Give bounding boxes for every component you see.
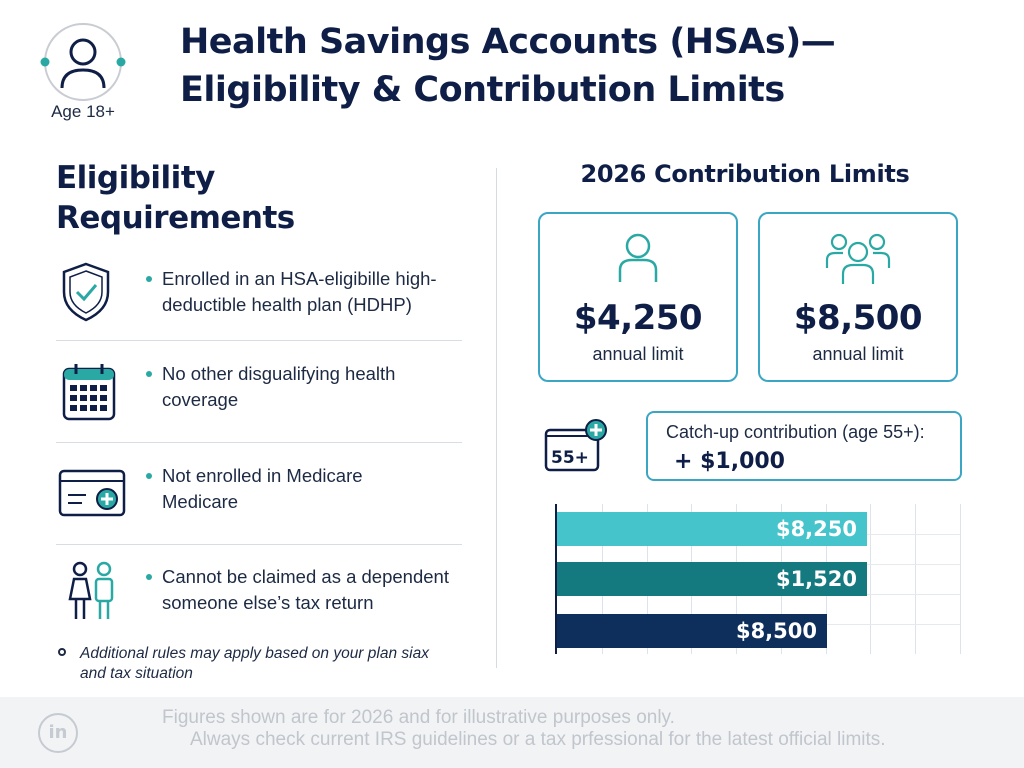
- eligibility-note: [60, 644, 480, 684]
- title-line-1: Health Savings Accounts (HSAs)—: [180, 22, 836, 62]
- footer-disclaimer-line-1: Figures shown are for 2026 and for illustrative purposes only.: [162, 707, 675, 728]
- catchup-box: [646, 411, 962, 481]
- limits-heading: 2026 Contribution Limits: [580, 160, 910, 188]
- requirement-line: deductible health plan (HDHP): [162, 294, 412, 315]
- limit-card-self: [538, 212, 738, 382]
- linkedin-logo-icon: in: [38, 713, 78, 753]
- grid-line: [915, 504, 916, 654]
- calendar-plus-icon: [544, 418, 614, 474]
- shield-check-icon: [56, 258, 136, 328]
- bullet-dot: [146, 473, 152, 479]
- person-circle-icon: [36, 18, 130, 102]
- title-line-2: Eligibility & Contribution Limits: [180, 70, 785, 110]
- note-line-1: Additional rules may apply based on your plan siax: [80, 645, 429, 662]
- requirement-item: [56, 443, 462, 545]
- grid-line: [870, 504, 871, 654]
- requirement-line: Enrolled in an HSA-eligibille high-: [162, 268, 437, 289]
- bullet-dot: [146, 574, 152, 580]
- requirement-text: [162, 463, 462, 515]
- requirement-line: No other disgualifying health: [162, 363, 396, 384]
- limit-card-family: [758, 212, 958, 382]
- column-divider: [496, 168, 497, 668]
- catchup-value: + $1,000: [674, 449, 785, 474]
- contribution-bar-chart: [540, 504, 960, 654]
- people-icon: [56, 559, 136, 629]
- footer-disclaimer-line-2: Always check current IRS guidelines or a tax prfessional for the latest official limits.: [190, 729, 886, 750]
- medical-card-icon: [56, 459, 136, 529]
- footer: [0, 697, 1024, 768]
- catchup-icon-text: 55+: [551, 448, 589, 468]
- person-icon: [608, 228, 668, 288]
- family-icon: [823, 228, 893, 288]
- requirement-item: [56, 545, 462, 641]
- eligibility-heading: [56, 158, 436, 238]
- bullet-dot: [146, 371, 152, 377]
- requirement-line: Not enrolled in Medicare: [162, 465, 363, 486]
- page-title: [180, 18, 920, 114]
- grid-line: [960, 504, 961, 654]
- age-badge-label: Age 18+: [51, 102, 115, 121]
- requirement-item: [56, 341, 462, 443]
- bar-data-label: $8,250: [775, 517, 857, 541]
- bar-data-label: $1,520: [775, 567, 857, 591]
- eligibility-heading-line-2: Requirements: [56, 200, 295, 236]
- limit-amount: $4,250: [573, 298, 703, 338]
- bar: [557, 562, 867, 596]
- requirement-line: Cannot be claimed as a dependent: [162, 566, 449, 587]
- calendar-icon: [56, 361, 136, 431]
- requirement-line: Medicare: [162, 491, 239, 512]
- bar: [557, 512, 867, 546]
- bullet-dot: [146, 276, 152, 282]
- requirement-text: [162, 564, 462, 616]
- requirement-line: coverage: [162, 389, 239, 410]
- requirement-item: [56, 254, 462, 341]
- limit-subtitle: annual limit: [812, 344, 904, 364]
- limit-subtitle: annual limit: [592, 344, 684, 364]
- catchup-label: Catch-up contribution (age 55+):: [666, 422, 925, 442]
- bar: [557, 614, 827, 648]
- note-bullet-icon: [58, 648, 66, 656]
- limit-amount: $8,500: [793, 298, 923, 338]
- bar-data-label: $8,500: [735, 619, 817, 643]
- requirement-text: [162, 361, 462, 413]
- requirement-line: someone else’s tax return: [162, 592, 374, 613]
- requirement-text: [162, 266, 462, 318]
- age-badge: [36, 18, 130, 126]
- eligibility-heading-line-1: Eligibility: [56, 160, 215, 196]
- note-line-2: and tax situation: [80, 665, 193, 682]
